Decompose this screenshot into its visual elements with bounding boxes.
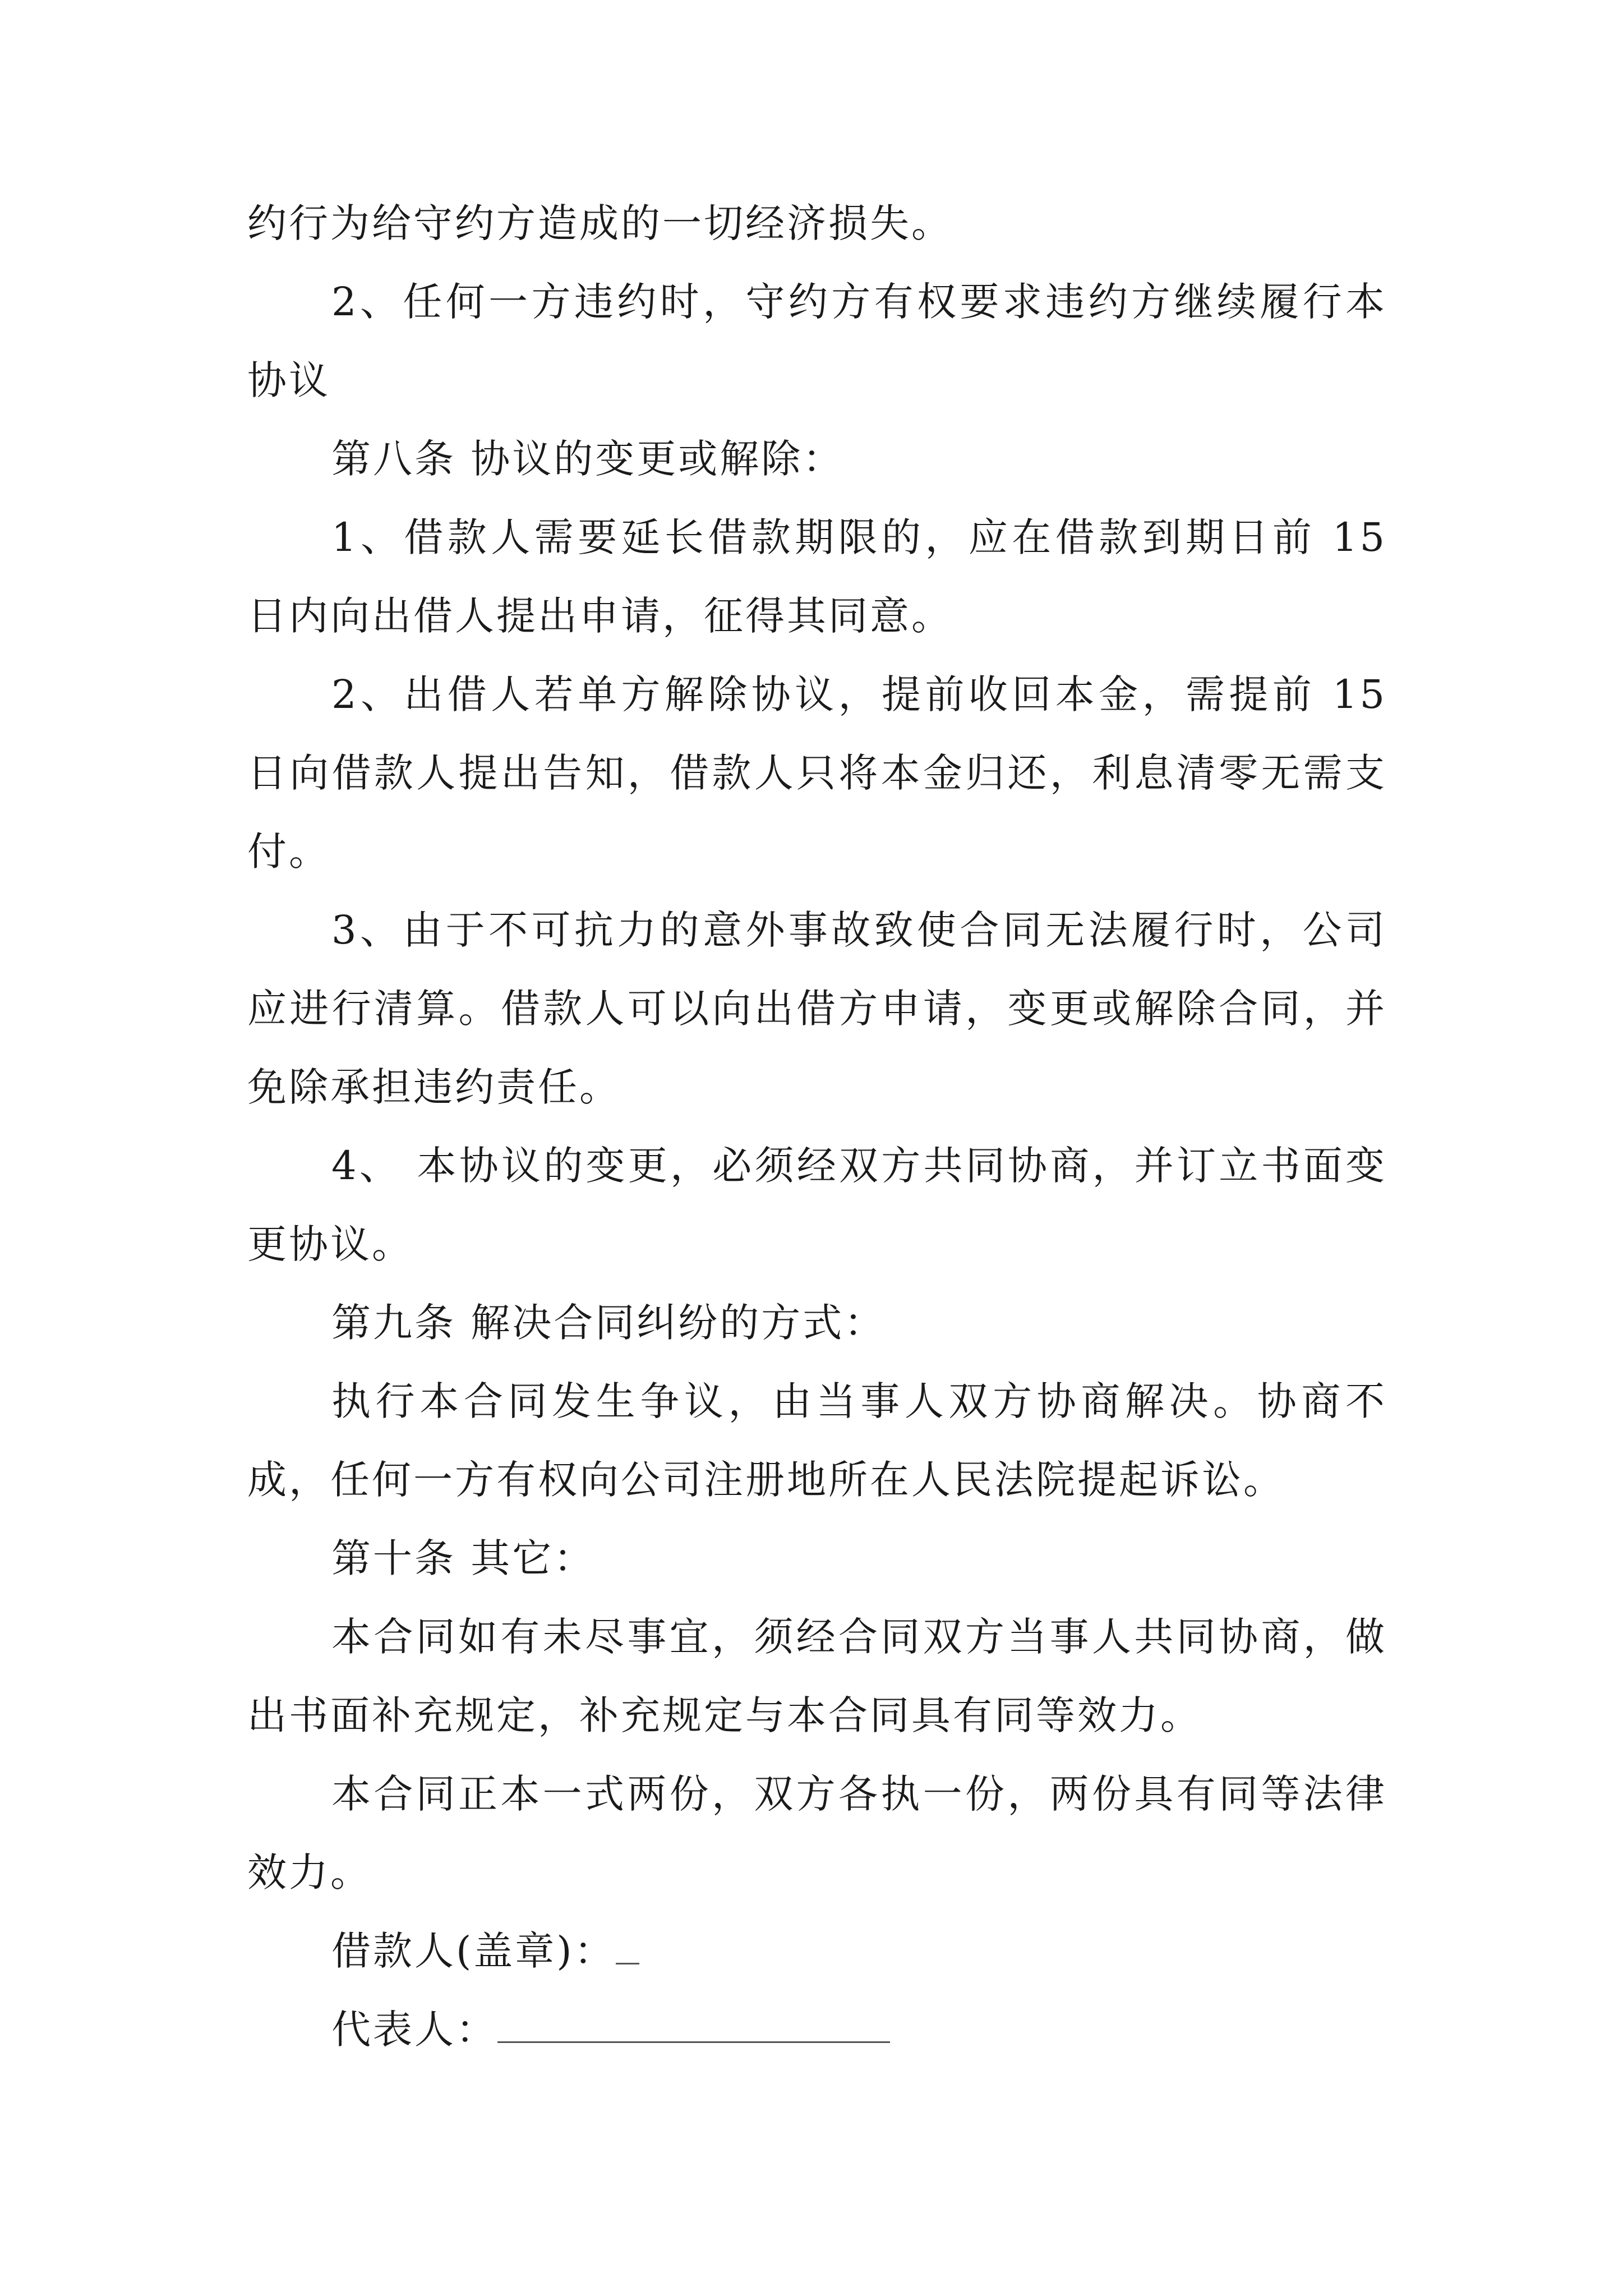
paragraph: 约行为给守约方造成的一切经济损失。: [247, 200, 953, 246]
representative-signature-label: 代表人：: [331, 2007, 497, 2053]
paragraph: 2、任何一方违约时，守约方有权要求违约方继续履行本协议: [247, 279, 1387, 403]
borrower-signature-blank: [616, 1927, 639, 1964]
paragraph: 1、借款人需要延长借款期限的，应在借款到期日前 15 日内向出借人提出申请，征得其同意。: [247, 514, 1387, 639]
paragraph: 本合同正本一式两份，双方各执一份，两份具有同等法律效力。: [247, 1771, 1387, 1895]
section-heading: 第九条 解决合同纠纷的方式：: [331, 1300, 886, 1346]
paragraph: 2、出借人若单方解除协议，提前收回本金，需提前 15 日向借款人提出告知，借款人只将本金归还，利息清零无需支付。: [247, 671, 1387, 875]
paragraph: 本合同如有未尽事宜，须经合同双方当事人共同协商，做出书面补充规定，补充规定与本合同具有同等效力。: [247, 1614, 1387, 1738]
section-heading: 第十条 其它：: [331, 1535, 596, 1581]
paragraph: 4、 本协议的变更，必须经双方共同协商，并订立书面变更协议。: [247, 1143, 1387, 1267]
borrower-signature-label: 借款人(盖章)：: [331, 1928, 616, 1974]
section-heading: 第八条 协议的变更或解除：: [331, 436, 845, 482]
document-body: [247, 184, 1387, 2069]
paragraph: 执行本合同发生争议，由当事人双方协商解决。协商不成，任何一方有权向公司注册地所在人民法院提起诉讼。: [247, 1378, 1387, 1503]
representative-signature-line: [247, 1990, 1387, 2069]
paragraph: 3、由于不可抗力的意外事故致使合同无法履行时，公司应进行清算。借款人可以向出借方申请，变更或解除合同，并免除承担违约责任。: [247, 907, 1387, 1110]
borrower-signature-line: [247, 1912, 1387, 1990]
representative-signature-blank: [497, 2005, 890, 2043]
